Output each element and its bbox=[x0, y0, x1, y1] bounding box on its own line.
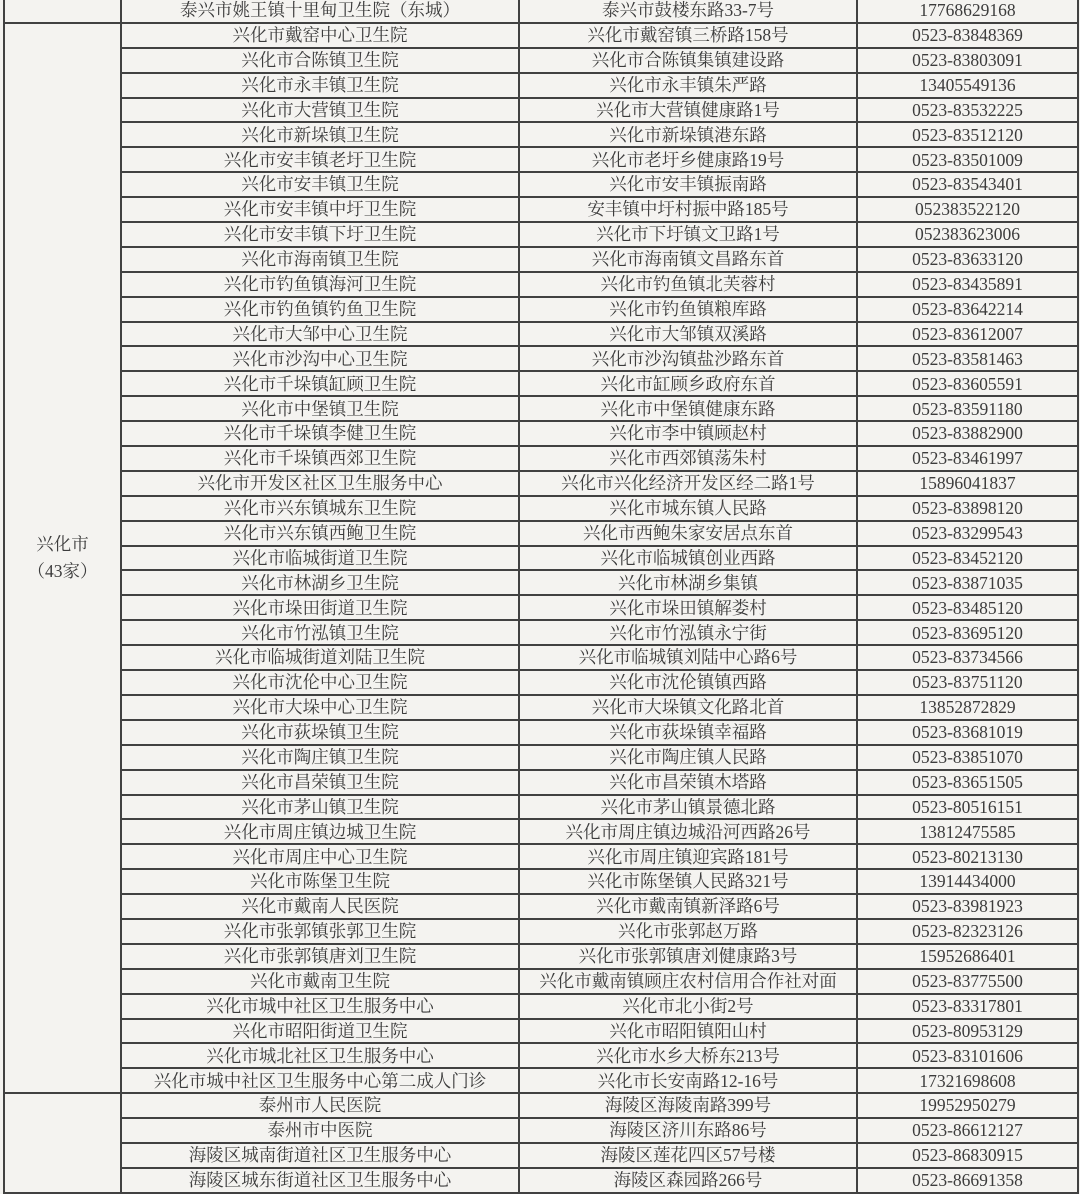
address-cell: 兴化市西郊镇荡朱村 bbox=[519, 446, 857, 471]
facility-name-cell: 兴化市戴窑中心卫生院 bbox=[121, 23, 519, 48]
address-cell: 兴化市老圩乡健康路19号 bbox=[519, 147, 857, 172]
phone-cell: 0523-83435891 bbox=[857, 272, 1078, 297]
address-cell: 海陵区森园路266号 bbox=[519, 1168, 857, 1193]
table-row bbox=[4, 73, 1078, 98]
phone-cell: 13405549136 bbox=[857, 73, 1078, 98]
facility-name-cell: 兴化市垛田街道卫生院 bbox=[121, 595, 519, 620]
phone-cell: 0523-83775500 bbox=[857, 969, 1078, 994]
table-row bbox=[4, 570, 1078, 595]
table-row bbox=[4, 894, 1078, 919]
address-cell: 兴化市陈堡镇人民路321号 bbox=[519, 869, 857, 894]
facility-name-cell: 兴化市新垛镇卫生院 bbox=[121, 122, 519, 147]
facility-name-cell: 海陵区城南街道社区卫生服务中心 bbox=[121, 1143, 519, 1168]
address-cell: 海陵区济川东路86号 bbox=[519, 1118, 857, 1143]
phone-cell: 0523-83299543 bbox=[857, 521, 1078, 546]
table-row bbox=[4, 0, 1078, 23]
phone-cell: 0523-86691358 bbox=[857, 1168, 1078, 1193]
table-row bbox=[4, 222, 1078, 247]
facility-name-cell: 兴化市周庄中心卫生院 bbox=[121, 844, 519, 869]
address-cell: 海陵区海陵南路399号 bbox=[519, 1093, 857, 1118]
facility-name-cell: 兴化市陈堡卫生院 bbox=[121, 869, 519, 894]
phone-cell: 0523-83512120 bbox=[857, 122, 1078, 147]
facility-name-cell: 兴化市千垛镇西郊卫生院 bbox=[121, 446, 519, 471]
facility-name-cell: 兴化市大营镇卫生院 bbox=[121, 98, 519, 123]
region-label: 兴化市 bbox=[36, 534, 89, 555]
phone-cell: 13852872829 bbox=[857, 695, 1078, 720]
facility-name-cell: 兴化市兴东镇西鲍卫生院 bbox=[121, 521, 519, 546]
facility-name-cell: 兴化市中堡镇卫生院 bbox=[121, 396, 519, 421]
address-cell: 兴化市海南镇文昌路东首 bbox=[519, 247, 857, 272]
facility-name-cell: 兴化市兴东镇城东卫生院 bbox=[121, 496, 519, 521]
phone-cell: 0523-83605591 bbox=[857, 371, 1078, 396]
facility-name-cell: 兴化市千垛镇李健卫生院 bbox=[121, 421, 519, 446]
phone-cell: 0523-83633120 bbox=[857, 247, 1078, 272]
address-cell: 兴化市合陈镇集镇建设路 bbox=[519, 48, 857, 73]
table-row bbox=[4, 844, 1078, 869]
table-body bbox=[4, 0, 1078, 1193]
facility-name-cell: 兴化市永丰镇卫生院 bbox=[121, 73, 519, 98]
phone-cell: 0523-82323126 bbox=[857, 919, 1078, 944]
facility-name-cell: 兴化市安丰镇下圩卫生院 bbox=[121, 222, 519, 247]
facility-name-cell: 兴化市钓鱼镇钓鱼卫生院 bbox=[121, 297, 519, 322]
table-row bbox=[4, 919, 1078, 944]
facility-name-cell: 兴化市茅山镇卫生院 bbox=[121, 795, 519, 820]
facility-name-cell: 兴化市合陈镇卫生院 bbox=[121, 48, 519, 73]
facility-name-cell: 兴化市周庄镇边城卫生院 bbox=[121, 819, 519, 844]
table-row bbox=[4, 1093, 1078, 1118]
address-cell: 兴化市中堡镇健康东路 bbox=[519, 396, 857, 421]
phone-cell: 0523-83532225 bbox=[857, 98, 1078, 123]
table-row bbox=[4, 297, 1078, 322]
phone-cell: 0523-83882900 bbox=[857, 421, 1078, 446]
phone-cell: 0523-83734566 bbox=[857, 645, 1078, 670]
facility-name-cell: 泰州市人民医院 bbox=[121, 1093, 519, 1118]
phone-cell: 0523-83581463 bbox=[857, 346, 1078, 371]
facility-name-cell: 泰兴市姚王镇十里甸卫生院（东城） bbox=[121, 0, 519, 23]
address-cell: 兴化市周庄镇边城沿河西路26号 bbox=[519, 819, 857, 844]
phone-cell: 0523-83981923 bbox=[857, 894, 1078, 919]
facility-name-cell: 兴化市海南镇卫生院 bbox=[121, 247, 519, 272]
phone-cell: 0523-83681019 bbox=[857, 720, 1078, 745]
phone-cell: 052383522120 bbox=[857, 197, 1078, 222]
phone-cell: 0523-80516151 bbox=[857, 795, 1078, 820]
address-cell: 兴化市临城镇创业西路 bbox=[519, 546, 857, 571]
address-cell: 兴化市沙沟镇盐沙路东首 bbox=[519, 346, 857, 371]
address-cell: 兴化市昭阳镇阳山村 bbox=[519, 1019, 857, 1044]
table-row bbox=[4, 48, 1078, 73]
phone-cell: 0523-83848369 bbox=[857, 23, 1078, 48]
address-cell: 兴化市缸顾乡政府东首 bbox=[519, 371, 857, 396]
phone-cell: 17321698608 bbox=[857, 1068, 1078, 1093]
address-cell: 兴化市垛田镇解娄村 bbox=[519, 595, 857, 620]
facility-name-cell: 兴化市临城街道刘陆卫生院 bbox=[121, 645, 519, 670]
address-cell: 兴化市城东镇人民路 bbox=[519, 496, 857, 521]
table-row bbox=[4, 869, 1078, 894]
region-cell bbox=[4, 1093, 121, 1193]
facility-name-cell: 兴化市昌荣镇卫生院 bbox=[121, 770, 519, 795]
address-cell: 兴化市钓鱼镇粮库路 bbox=[519, 297, 857, 322]
table-row bbox=[4, 322, 1078, 347]
address-cell: 兴化市大邹镇双溪路 bbox=[519, 322, 857, 347]
address-cell: 兴化市钓鱼镇北芙蓉村 bbox=[519, 272, 857, 297]
facility-name-cell: 兴化市戴南卫生院 bbox=[121, 969, 519, 994]
table-row bbox=[4, 770, 1078, 795]
phone-cell: 13914434000 bbox=[857, 869, 1078, 894]
address-cell: 泰兴市鼓楼东路33-7号 bbox=[519, 0, 857, 23]
table-row bbox=[4, 745, 1078, 770]
phone-cell: 17768629168 bbox=[857, 0, 1078, 23]
table-row bbox=[4, 23, 1078, 48]
phone-cell: 0523-83898120 bbox=[857, 496, 1078, 521]
phone-cell: 0523-83461997 bbox=[857, 446, 1078, 471]
phone-cell: 0523-83591180 bbox=[857, 396, 1078, 421]
table-row bbox=[4, 819, 1078, 844]
facility-name-cell: 兴化市大垛中心卫生院 bbox=[121, 695, 519, 720]
address-cell: 兴化市沈伦镇镇西路 bbox=[519, 670, 857, 695]
facility-name-cell: 兴化市临城街道卫生院 bbox=[121, 546, 519, 571]
phone-cell: 0523-83851070 bbox=[857, 745, 1078, 770]
table-row bbox=[4, 994, 1078, 1019]
address-cell: 兴化市永丰镇朱严路 bbox=[519, 73, 857, 98]
facility-name-cell: 兴化市戴南人民医院 bbox=[121, 894, 519, 919]
address-cell: 兴化市张郭赵万路 bbox=[519, 919, 857, 944]
table-row bbox=[4, 197, 1078, 222]
table-row bbox=[4, 521, 1078, 546]
phone-cell: 0523-86830915 bbox=[857, 1143, 1078, 1168]
address-cell: 兴化市林湖乡集镇 bbox=[519, 570, 857, 595]
address-cell: 兴化市西鲍朱家安居点东首 bbox=[519, 521, 857, 546]
facility-name-cell: 海陵区城东街道社区卫生服务中心 bbox=[121, 1168, 519, 1193]
phone-cell: 0523-83101606 bbox=[857, 1043, 1078, 1068]
table-row bbox=[4, 346, 1078, 371]
address-cell: 海陵区莲花四区57号楼 bbox=[519, 1143, 857, 1168]
phone-cell: 0523-83317801 bbox=[857, 994, 1078, 1019]
table-row bbox=[4, 446, 1078, 471]
table-row bbox=[4, 122, 1078, 147]
phone-cell: 0523-83501009 bbox=[857, 147, 1078, 172]
facility-name-cell: 兴化市昭阳街道卫生院 bbox=[121, 1019, 519, 1044]
phone-cell: 052383623006 bbox=[857, 222, 1078, 247]
facility-name-cell: 兴化市竹泓镇卫生院 bbox=[121, 620, 519, 645]
phone-cell: 0523-83612007 bbox=[857, 322, 1078, 347]
region-count-label: （43家） bbox=[27, 561, 98, 582]
address-cell: 兴化市下圩镇文卫路1号 bbox=[519, 222, 857, 247]
region-cell bbox=[4, 0, 121, 23]
table-row bbox=[4, 670, 1078, 695]
table-row bbox=[4, 1168, 1078, 1193]
address-cell: 兴化市周庄镇迎宾路181号 bbox=[519, 844, 857, 869]
address-cell: 兴化市兴化经济开发区经二路1号 bbox=[519, 471, 857, 496]
table-row bbox=[4, 1019, 1078, 1044]
facility-name-cell: 兴化市荻垛镇卫生院 bbox=[121, 720, 519, 745]
table-row bbox=[4, 1143, 1078, 1168]
table-row bbox=[4, 695, 1078, 720]
facility-name-cell: 兴化市安丰镇卫生院 bbox=[121, 172, 519, 197]
address-cell: 安丰镇中圩村振中路185号 bbox=[519, 197, 857, 222]
facility-name-cell: 兴化市陶庄镇卫生院 bbox=[121, 745, 519, 770]
table-row bbox=[4, 496, 1078, 521]
table-row bbox=[4, 147, 1078, 172]
table-row bbox=[4, 944, 1078, 969]
facility-name-cell: 兴化市沈伦中心卫生院 bbox=[121, 670, 519, 695]
facility-name-cell: 兴化市张郭镇唐刘卫生院 bbox=[121, 944, 519, 969]
facility-name-cell: 兴化市城中社区卫生服务中心 bbox=[121, 994, 519, 1019]
address-cell: 兴化市水乡大桥东213号 bbox=[519, 1043, 857, 1068]
address-cell: 兴化市临城镇刘陆中心路6号 bbox=[519, 645, 857, 670]
phone-cell: 15952686401 bbox=[857, 944, 1078, 969]
address-cell: 兴化市竹泓镇永宁街 bbox=[519, 620, 857, 645]
table-row bbox=[4, 172, 1078, 197]
phone-cell: 0523-80953129 bbox=[857, 1019, 1078, 1044]
address-cell: 兴化市大垛镇文化路北首 bbox=[519, 695, 857, 720]
phone-cell: 0523-86612127 bbox=[857, 1118, 1078, 1143]
table-row bbox=[4, 546, 1078, 571]
phone-cell: 0523-83803091 bbox=[857, 48, 1078, 73]
phone-cell: 0523-83871035 bbox=[857, 570, 1078, 595]
phone-cell: 13812475585 bbox=[857, 819, 1078, 844]
facility-name-cell: 兴化市张郭镇张郭卫生院 bbox=[121, 919, 519, 944]
facility-name-cell: 兴化市沙沟中心卫生院 bbox=[121, 346, 519, 371]
address-cell: 兴化市戴南镇新泽路6号 bbox=[519, 894, 857, 919]
address-cell: 兴化市昌荣镇木塔路 bbox=[519, 770, 857, 795]
table-row bbox=[4, 98, 1078, 123]
phone-cell: 0523-83452120 bbox=[857, 546, 1078, 571]
table-row bbox=[4, 795, 1078, 820]
address-cell: 兴化市张郭镇唐刘健康路3号 bbox=[519, 944, 857, 969]
facility-name-cell: 兴化市千垛镇缸顾卫生院 bbox=[121, 371, 519, 396]
table-row bbox=[4, 421, 1078, 446]
table-row bbox=[4, 371, 1078, 396]
table-row bbox=[4, 396, 1078, 421]
table-row bbox=[4, 471, 1078, 496]
table-row bbox=[4, 620, 1078, 645]
facility-name-cell: 兴化市安丰镇中圩卫生院 bbox=[121, 197, 519, 222]
address-cell: 兴化市陶庄镇人民路 bbox=[519, 745, 857, 770]
table-row bbox=[4, 720, 1078, 745]
address-cell: 兴化市新垛镇港东路 bbox=[519, 122, 857, 147]
phone-cell: 0523-83651505 bbox=[857, 770, 1078, 795]
table-row bbox=[4, 645, 1078, 670]
phone-cell: 0523-83751120 bbox=[857, 670, 1078, 695]
phone-cell: 0523-83543401 bbox=[857, 172, 1078, 197]
address-cell: 兴化市安丰镇振南路 bbox=[519, 172, 857, 197]
facility-name-cell: 兴化市安丰镇老圩卫生院 bbox=[121, 147, 519, 172]
table-row bbox=[4, 969, 1078, 994]
phone-cell: 0523-83642214 bbox=[857, 297, 1078, 322]
facility-name-cell: 兴化市开发区社区卫生服务中心 bbox=[121, 471, 519, 496]
facility-name-cell: 兴化市城北社区卫生服务中心 bbox=[121, 1043, 519, 1068]
facility-name-cell: 兴化市林湖乡卫生院 bbox=[121, 570, 519, 595]
table-row bbox=[4, 1068, 1078, 1093]
address-cell: 兴化市大营镇健康路1号 bbox=[519, 98, 857, 123]
phone-cell: 15896041837 bbox=[857, 471, 1078, 496]
phone-cell: 0523-83695120 bbox=[857, 620, 1078, 645]
address-cell: 兴化市戴窑镇三桥路158号 bbox=[519, 23, 857, 48]
table-row bbox=[4, 272, 1078, 297]
region-cell bbox=[4, 23, 121, 1093]
address-cell: 兴化市李中镇顾赵村 bbox=[519, 421, 857, 446]
table-row bbox=[4, 595, 1078, 620]
table-row bbox=[4, 1043, 1078, 1068]
address-cell: 兴化市茅山镇景德北路 bbox=[519, 795, 857, 820]
address-cell: 兴化市北小街2号 bbox=[519, 994, 857, 1019]
phone-cell: 0523-83485120 bbox=[857, 595, 1078, 620]
facility-name-cell: 兴化市大邹中心卫生院 bbox=[121, 322, 519, 347]
facility-name-cell: 兴化市钓鱼镇海河卫生院 bbox=[121, 272, 519, 297]
phone-cell: 0523-80213130 bbox=[857, 844, 1078, 869]
facility-name-cell: 泰州市中医院 bbox=[121, 1118, 519, 1143]
health-facilities-table-wrap bbox=[3, 0, 1077, 1194]
phone-cell: 19952950279 bbox=[857, 1093, 1078, 1118]
facility-name-cell: 兴化市城中社区卫生服务中心第二成人门诊 bbox=[121, 1068, 519, 1093]
address-cell: 兴化市长安南路12-16号 bbox=[519, 1068, 857, 1093]
health-facilities-table bbox=[3, 0, 1079, 1194]
table-row bbox=[4, 247, 1078, 272]
address-cell: 兴化市戴南镇顾庄农村信用合作社对面 bbox=[519, 969, 857, 994]
address-cell: 兴化市荻垛镇幸福路 bbox=[519, 720, 857, 745]
table-row bbox=[4, 1118, 1078, 1143]
